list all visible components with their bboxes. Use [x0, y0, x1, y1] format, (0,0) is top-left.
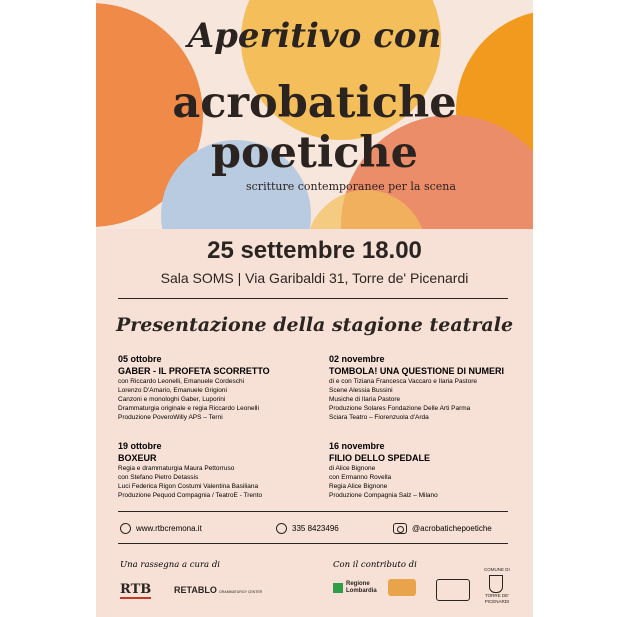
event-date: 16 novembre [329, 441, 385, 451]
contribution-label: Con il contributo di [333, 560, 417, 570]
partner-logo [436, 579, 470, 601]
comune-label: COMUNE DI [484, 567, 510, 572]
instagram-icon [393, 523, 407, 534]
event-line: Produzione PoveroWilly APS – Terni [118, 414, 223, 421]
provincia-cremona-logo [388, 579, 416, 596]
event-item [329, 440, 529, 500]
divider [118, 298, 508, 299]
website-contact[interactable] [120, 523, 202, 534]
divider [118, 543, 508, 544]
poster-kicker: Aperitivo con [187, 16, 442, 56]
event-item [118, 440, 318, 500]
poster-tagline: scritture contemporanee per la scena [246, 180, 456, 193]
rtb-logo: RTB [120, 582, 152, 597]
event-title: BOXEUR [118, 453, 157, 463]
retablo-logo [174, 585, 262, 595]
event-line: Regia Alice Bignone [329, 483, 388, 490]
poster-title-line2: poetiche [210, 128, 419, 178]
event-venue: Sala SOMS | Via Garibaldi 31, Torre de' Picenardi [160, 270, 469, 286]
event-line: Produzione Compagnia Salz – Milano [329, 492, 438, 499]
event-line: con Riccardo Leonelli, Emanuele Cordeschi [118, 378, 245, 385]
retablo-logo-subtext: DRAMMATURGY CENTER [219, 590, 263, 594]
event-title: FILIO DELLO SPEDALE [329, 453, 431, 463]
regione-lombardia-logo [333, 581, 376, 595]
phone-contact[interactable] [276, 523, 339, 534]
instagram-handle[interactable]: @acrobatichepoetiche [412, 524, 492, 533]
retablo-logo-text: RETABLO [174, 585, 217, 595]
event-item [118, 353, 318, 422]
season-subtitle: Presentazione della stagione teatrale [115, 314, 514, 336]
curated-by-label: Una rassegna a cura di [120, 560, 220, 570]
event-line: con Stefano Pietro Detassis [118, 474, 199, 481]
comune-name: TORRE DE' PICENARDI [484, 593, 510, 604]
event-line: Luci Federica Rigon Costumi Valentina Basiliana [118, 483, 259, 490]
event-line: Sciara Teatro – Fiorenzuola d'Arda [329, 414, 429, 421]
crest-icon [489, 575, 503, 593]
event-line: Produzione Solares Fondazione Delle Arti Parma [329, 405, 471, 412]
globe-icon [120, 523, 131, 534]
phone-number[interactable]: 335 8423496 [292, 524, 339, 533]
divider [118, 511, 508, 512]
event-date: 05 ottobre [118, 354, 162, 364]
website-link[interactable]: www.rtbcremona.it [136, 524, 202, 533]
hero-artwork [96, 0, 533, 229]
poster-title-line1: acrobatiche [172, 78, 457, 128]
instagram-contact[interactable] [393, 523, 492, 534]
event-title: GABER - IL PROFETA SCORRETTO [118, 366, 270, 376]
event-date: 25 settembre 18.00 [207, 237, 422, 264]
event-line: Musiche di Ilaria Pastore [329, 396, 401, 403]
event-line: Scene Alessia Bussini [329, 387, 393, 394]
event-item [329, 353, 529, 422]
phone-icon [276, 523, 287, 534]
regione-lombardia-label: Regione Lombardia [346, 581, 377, 594]
event-line: Regia e drammaturgia Maura Pettorruso [118, 465, 235, 472]
event-line: di e con Tiziana Francesca Vaccaro e Ilaria Pastore [329, 378, 478, 385]
event-date: 02 novembre [329, 354, 385, 364]
event-line: Lorenzo D'Amario, Emanuele Grigioni [118, 387, 227, 394]
lombardia-rose-icon [333, 583, 343, 593]
event-line: Canzoni e monologhi Gaber, Luporini [118, 396, 226, 403]
event-poster [96, 0, 533, 617]
event-line: Drammaturgia originale e regia Riccardo Leonelli [118, 405, 259, 412]
event-line: Produzione Pequod Compagnia / TeatroE - Trento [118, 492, 263, 499]
event-date: 19 ottobre [118, 441, 162, 451]
event-line: con Ermanno Rovella [329, 474, 392, 481]
event-line: di Alice Bignone [329, 465, 376, 472]
event-title: TOMBOLA! UNA QUESTIONE DI NUMERI [329, 366, 504, 376]
